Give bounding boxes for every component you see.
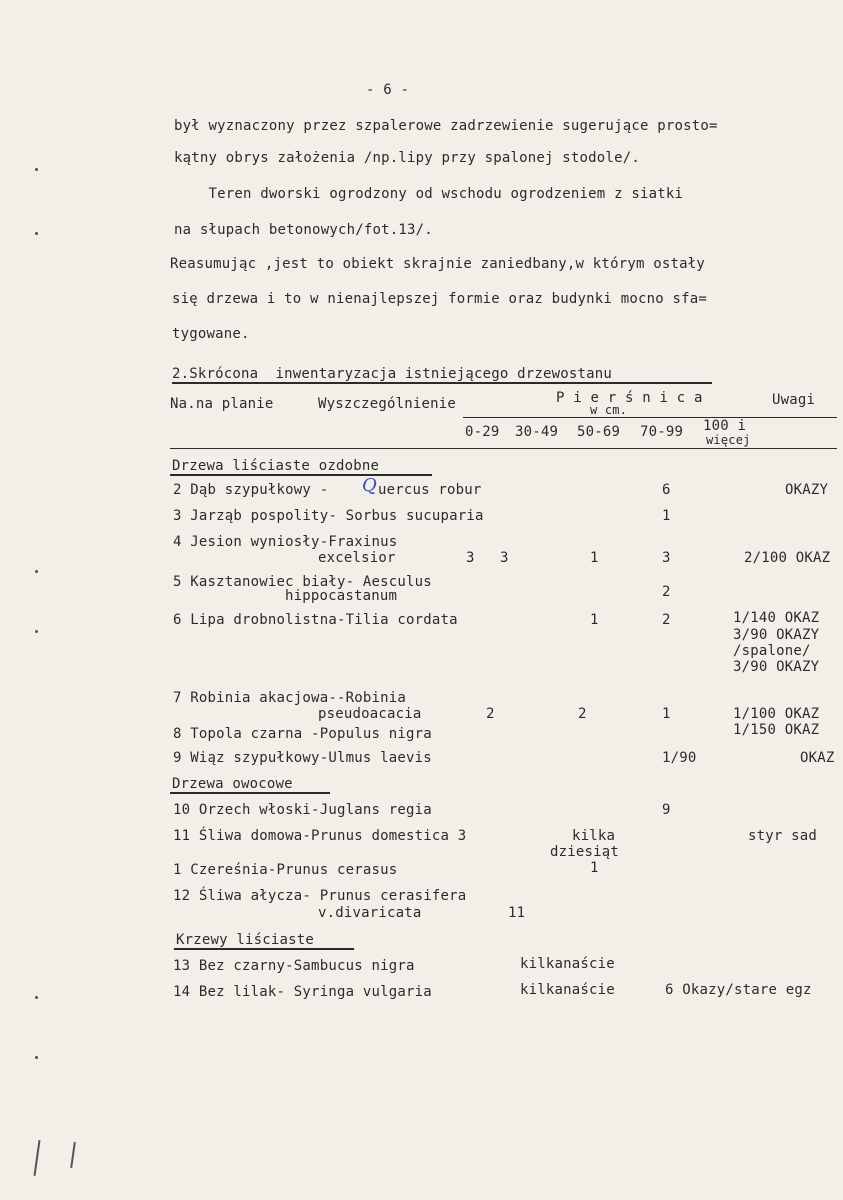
cell-uwagi: OKAZY xyxy=(785,482,829,498)
cell-70-99: 1 xyxy=(662,508,671,524)
cell-uwagi: OKAZ xyxy=(800,750,835,766)
table-row-text: 9 Wiąz szypułkowy-Ulmus laevis xyxy=(173,750,432,766)
cell-70-99: 3 xyxy=(662,550,671,566)
cell-70-99: 6 xyxy=(662,482,671,498)
table-row-text: 7 Robinia akacjowa--Robinia xyxy=(173,690,406,706)
cell-50-69: kilkanaście xyxy=(520,982,615,998)
table-row-text: 11 Śliwa domowa-Prunus domestica 3 xyxy=(173,828,467,844)
paragraph-line: na słupach betonowych/fot.13/. xyxy=(174,222,433,238)
margin-punch-mark xyxy=(35,1056,38,1059)
table-row-text: 2 Dąb szypułkowy - xyxy=(173,482,329,498)
table-row-text: v.divaricata xyxy=(318,905,422,921)
cell-70-99: 1 xyxy=(662,706,671,722)
cell-uwagi: /spalone/ xyxy=(733,643,811,659)
group-heading: Drzewa owocowe xyxy=(172,776,293,792)
margin-punch-mark xyxy=(35,168,38,171)
table-header-col1: Na.na planie xyxy=(170,396,274,412)
cell-50-69: 2 xyxy=(578,706,587,722)
cell-70-99: 1/90 xyxy=(662,750,697,766)
paragraph-line: tygowane. xyxy=(172,326,250,342)
cell-50-69: dziesiąt xyxy=(550,844,620,860)
table-row-text: 4 Jesion wyniosły-Fraxinus xyxy=(173,534,398,550)
table-row-text: 12 Śliwa ałycza- Prunus cerasifera xyxy=(173,888,467,904)
cell-50-69: kilkanaście xyxy=(520,956,615,972)
margin-punch-mark xyxy=(35,232,38,235)
table-header-rule xyxy=(463,417,837,418)
section-title-underline xyxy=(172,382,712,384)
table-row-text: 1 Czereśnia-Prunus cerasus xyxy=(173,862,398,878)
cell-30-49: 3 xyxy=(500,550,509,566)
cell-70-99: 9 xyxy=(662,802,671,818)
cell-0-29: 3 xyxy=(466,550,475,566)
table-row-text: 3 Jarząb pospolity- Sorbus sucuparia xyxy=(173,508,484,524)
margin-punch-mark xyxy=(35,570,38,573)
table-row-text: hippocastanum xyxy=(285,588,398,604)
range-label: 70-99 xyxy=(640,424,684,440)
margin-punch-mark xyxy=(35,996,38,999)
group-heading-underline xyxy=(174,948,354,950)
table-row-text: 13 Bez czarny-Sambucus nigra xyxy=(173,958,415,974)
group-heading: Krzewy liściaste xyxy=(176,932,315,948)
table-header-unit: w cm. xyxy=(590,403,628,417)
cell-50-69: kilka xyxy=(572,828,616,844)
range-label: 30-49 xyxy=(515,424,559,440)
table-row-text: 8 Topola czarna -Populus nigra xyxy=(173,726,432,742)
table-row-text: 5 Kasztanowiec biały- Aesculus xyxy=(173,574,432,590)
cell-70-99: 2 xyxy=(662,612,671,628)
cell-50-69: 1 xyxy=(590,860,599,876)
table-row-text: 14 Bez lilak- Syringa vulgaria xyxy=(173,984,432,1000)
paragraph-line: był wyznaczony przez szpalerowe zadrzewienie sugerujące prosto= xyxy=(174,118,718,134)
table-row-text: uercus robur xyxy=(378,482,482,498)
table-header-bottom-rule xyxy=(170,448,837,449)
table-row-text: 6 Lipa drobnolistna-Tilia cordata xyxy=(173,612,458,628)
table-row-text: excelsior xyxy=(318,550,396,566)
margin-scratch-mark xyxy=(34,1140,41,1176)
table-row-text: 10 Orzech włoski-Juglans regia xyxy=(173,802,432,818)
cell-uwagi: 3/90 OKAZY xyxy=(733,659,820,675)
cell-uwagi: 1/100 OKAZ xyxy=(733,706,820,722)
handwritten-correction: Q xyxy=(362,475,377,496)
cell-uwagi: 1/150 OKAZ xyxy=(733,722,820,738)
cell-uwagi: styr sad xyxy=(748,828,818,844)
range-label: 50-69 xyxy=(577,424,621,440)
range-label: 0-29 xyxy=(465,424,500,440)
group-heading: Drzewa liściaste ozdobne xyxy=(172,458,380,474)
cell-70-99: 2 xyxy=(662,584,671,600)
cell-uwagi: 3/90 OKAZY xyxy=(733,627,820,643)
cell-0-29: 2 xyxy=(486,706,495,722)
table-header-uwagi: Uwagi xyxy=(772,392,816,408)
table-header-piersnica: P i e r ś n i c a xyxy=(556,390,703,406)
section-title: 2.Skrócona inwentaryzacja istniejącego drzewostanu xyxy=(172,366,613,382)
cell-uwagi: 6 Okazy/stare egz xyxy=(665,982,812,998)
paragraph-line: kątny obrys założenia /np.lipy przy spalonej stodole/. xyxy=(174,150,640,166)
cell-50-69: 1 xyxy=(590,550,599,566)
margin-scratch-mark xyxy=(70,1142,76,1168)
table-header-col2: Wyszczególnienie xyxy=(318,396,457,412)
range-label: 100 i xyxy=(703,418,747,434)
paragraph-line: Reasumując ,jest to obiekt skrajnie zaniedbany,w którym ostały xyxy=(170,256,705,272)
cell-uwagi: 1/140 OKAZ xyxy=(733,610,820,626)
paragraph-line: Teren dworski ogrodzony od wschodu ogrodzeniem z siatki xyxy=(174,186,684,202)
cell-30-49: 11 xyxy=(508,905,526,921)
cell-50-69: 1 xyxy=(590,612,599,628)
range-label: więcej xyxy=(706,433,751,447)
cell-uwagi: 2/100 OKAZ xyxy=(744,550,831,566)
table-row-text: pseudoacacia xyxy=(318,706,422,722)
group-heading-underline xyxy=(170,474,432,476)
paragraph-line: się drzewa i to w nienajlepszej formie oraz budynki mocno sfa= xyxy=(172,291,707,307)
group-heading-underline xyxy=(170,792,330,794)
margin-punch-mark xyxy=(35,630,38,633)
page-number: - 6 - xyxy=(366,82,410,98)
